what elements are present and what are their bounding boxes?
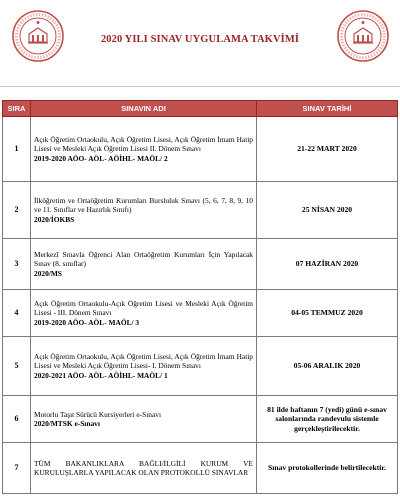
row-number: 7 [3,443,31,494]
table-row [3,239,398,290]
exam-date: 04-05 TEMMUZ 2020 [257,290,398,337]
exam-name: Açık Öğretim Ortaokulu, Açık Öğretim Lisesi, Açık Öğretim İmam Hatip Lisesi ve Mesleki Açık Öğretim Lisesi- I. Dönem Sınavı [34,351,253,371]
table-row [3,396,398,443]
column-header-exam-date: SINAV TARİHİ [257,101,398,117]
exam-code: 2019-2020 AÖO- AÖL- AÖİHL- MAÖL/ 2 [34,153,168,163]
exam-name-cell [31,290,257,337]
exam-name-cell [31,396,257,443]
column-header-sira: SIRA [3,101,31,117]
ministry-logo-icon [336,9,390,63]
row-number: 5 [3,337,31,396]
exam-date: Sınav protokollerinde belirtilecektir. [257,443,398,494]
exam-name: Açık Öğretim Ortaokulu, Açık Öğretim Lisesi, Açık Öğretim İmam Hatip Lisesi ve Mesleki Açık Öğretim Lisesi II. Dönem Sınavı [34,134,253,154]
exam-name-cell [31,117,257,182]
table-row [3,182,398,239]
exam-name: Açık Öğretim Ortaokulu-Açık Öğretim Lisesi ve Mesleki Açık Öğretim Lisesi - III. Dönem Sınavı [34,298,253,318]
exam-code: 2020/MTSK e-Sınavı [34,419,100,428]
exam-date: 05-06 ARALIK 2020 [257,337,398,396]
row-number: 1 [3,117,31,182]
exam-code: 2019-2020 AÖO- AÖL- MAÖL/ 3 [34,317,140,327]
exam-name-cell [31,443,257,494]
row-number: 3 [3,239,31,290]
exam-name: Motorlu Taşıt Sürücü Kursiyerleri e-Sınavı [34,409,162,419]
exam-code: 2020/MS [34,268,62,278]
exam-name: TÜM BAKANLIKLARA BAĞLI/İLGİLİ KURUM VE KURULUŞLARLA YAPILACAK OLAN PROTOKOLLÜ SINAVLAR [34,458,253,477]
ministry-logo-icon [11,9,65,63]
exam-date: 21-22 MART 2020 [257,117,398,182]
exam-date: 81 ilde haftanın 7 (yedi) günü e-sınav salonlarında randevulu sistemle gerçekleştirilecektir. [257,396,398,443]
table-row [3,117,398,182]
exam-schedule-table [2,100,398,494]
column-header-exam-name: SINAVIN ADI [31,101,257,117]
document-header [0,0,400,87]
table-row [3,443,398,494]
exam-code: 2020/İOKBS [34,214,75,224]
row-number: 4 [3,290,31,337]
page-title: 2020 YILI SINAV UYGULAMA TAKVİMİ [100,34,300,45]
exam-name-cell [31,239,257,290]
row-number: 2 [3,182,31,239]
exam-date: 07 HAZİRAN 2020 [257,239,398,290]
exam-name-cell [31,337,257,396]
exam-name-cell [31,182,257,239]
row-number: 6 [3,396,31,443]
exam-date: 25 NİSAN 2020 [257,182,398,239]
table-row [3,290,398,337]
exam-name: Merkezî Sınavla Öğrenci Alan Ortaöğretim Kurumları İçin Yapılacak Sınav (8. sınıflar) [34,249,253,269]
exam-code: 2020-2021 AÖO- AÖL- AÖİHL- MAÖL/ 1 [34,370,168,380]
exam-name: İlköğretim ve Ortaöğretim Kurumları Bursluluk Sınavı (5, 6, 7, 8, 9, 10 ve 11. Sınıflar ve Hazırlık Sınıfı) [34,195,253,215]
table-row [3,337,398,396]
table-header-row [3,101,398,117]
